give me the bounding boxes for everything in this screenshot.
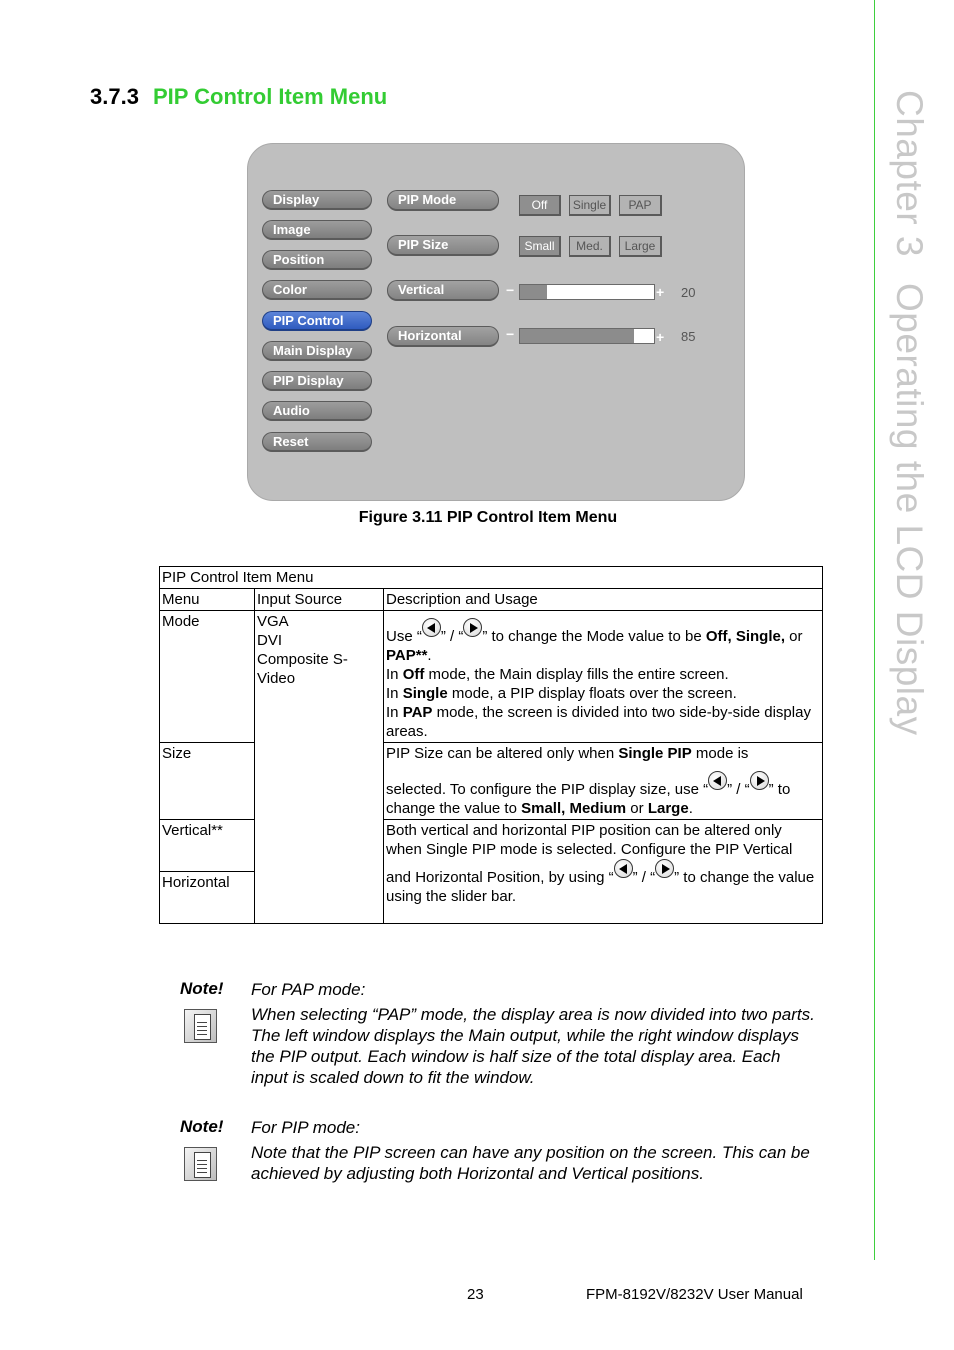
right-arrow-button-icon	[750, 771, 769, 790]
left-arrow-button-icon	[614, 859, 633, 878]
cell-input-sources	[255, 611, 384, 924]
cell-desc-position: Both vertical and horizontal PIP position can be altered only when Single PIP mode is selected. Configure the PIP Vertical and Horizontal Position, by using “ ” / “ ” to change the value using the slider bar.	[384, 820, 823, 924]
pip-size-option-large[interactable]: Large	[619, 236, 662, 257]
chapter-topic: Operating the LCD Display	[889, 283, 930, 736]
left-arrow-button-icon	[708, 771, 727, 790]
figure-caption: Figure 3.11 PIP Control Item Menu	[358, 509, 618, 526]
vertical-minus-icon[interactable]: −	[506, 282, 515, 298]
size-line-2: selected. To configure the PIP display size, use “ ” / “ ” to change the value to Small, Medium or Large.	[386, 771, 820, 818]
osd-param-vertical[interactable]: Vertical	[387, 280, 499, 301]
note-2-label: Note!	[180, 1117, 224, 1136]
table-title-row	[160, 567, 823, 589]
mode-single-line: In Single mode, a PIP display floats over the screen.	[386, 685, 737, 702]
left-arrow-button-icon	[422, 618, 441, 637]
cell-menu-size: Size	[160, 743, 255, 820]
note-1-body: When selecting “PAP” mode, the display area is now divided into two parts. The left window displays the Main output, while the right window displays the PIP output. Each window is half size of the total display area. Each input is scaled down to fit the window.	[251, 1005, 815, 1087]
header-input-source: Input Source	[255, 589, 384, 611]
osd-menu-item-main-display[interactable]: Main Display	[262, 341, 372, 361]
input-source-vga: VGA	[257, 613, 289, 630]
cell-menu-vertical: Vertical**	[160, 820, 255, 872]
osd-menu-item-image[interactable]: Image	[262, 220, 372, 240]
vertical-plus-icon[interactable]: +	[656, 284, 665, 300]
table-row-mode	[160, 611, 823, 743]
manual-title: FPM-8192V/8232V User Manual	[586, 1286, 803, 1303]
table-header-row	[160, 589, 823, 611]
note-2-body: Note that the PIP screen can have any position on the screen. This can be achieved by adjusting both Horizontal and Vertical positions.	[251, 1143, 810, 1183]
chapter-side-title	[888, 90, 930, 736]
section-title: PIP Control Item Menu	[152, 84, 388, 109]
right-arrow-button-icon	[463, 618, 482, 637]
chapter-label: Chapter 3	[889, 90, 930, 257]
section-heading	[90, 84, 387, 110]
osd-menu-item-pip-control[interactable]: PIP Control	[262, 311, 372, 331]
note-1-heading: For PAP mode:	[251, 980, 366, 999]
header-menu: Menu	[160, 589, 255, 611]
pip-mode-option-pap[interactable]: PAP	[619, 195, 662, 216]
pip-control-table	[159, 566, 823, 924]
osd-param-pip-mode[interactable]: PIP Mode	[387, 190, 499, 211]
mode-off-line: In Off mode, the Main display fills the entire screen.	[386, 666, 729, 683]
mode-use-line: Use “ ” / “ ” to change the Mode value to be Off, Single, or PAP**.	[386, 618, 820, 665]
pip-mode-option-off[interactable]: Off	[519, 195, 561, 216]
pip-size-option-small[interactable]: Small	[519, 236, 561, 257]
cell-desc-mode	[384, 611, 823, 743]
osd-menu-item-pip-display[interactable]: PIP Display	[262, 371, 372, 391]
vertical-slider[interactable]	[519, 284, 655, 300]
osd-menu-item-display[interactable]: Display	[262, 190, 372, 210]
vertical-slider-fill	[520, 285, 547, 299]
osd-menu-item-position[interactable]: Position	[262, 250, 372, 270]
osd-menu-item-color[interactable]: Color	[262, 280, 372, 300]
horizontal-minus-icon[interactable]: −	[506, 326, 515, 342]
cell-menu-horizontal: Horizontal	[160, 872, 255, 924]
osd-menu-figure	[247, 143, 745, 501]
section-number: 3.7.3	[90, 84, 139, 109]
note-document-icon	[184, 1147, 217, 1181]
pip-size-option-med[interactable]: Med.	[569, 236, 611, 257]
osd-param-horizontal[interactable]: Horizontal	[387, 326, 499, 347]
note-document-icon	[184, 1009, 217, 1043]
input-source-dvi: DVI	[257, 632, 283, 649]
cell-menu-mode: Mode	[160, 611, 255, 743]
input-source-composite: Composite S-Video	[257, 651, 348, 687]
note-1-label: Note!	[180, 979, 224, 998]
mode-pap-line: In PAP mode, the screen is divided into two side-by-side display areas.	[386, 704, 811, 740]
osd-menu-item-audio[interactable]: Audio	[262, 401, 372, 421]
header-description: Description and Usage	[384, 589, 823, 611]
note-2-heading: For PIP mode:	[251, 1118, 360, 1137]
horizontal-slider-fill	[520, 329, 634, 343]
page-number: 23	[467, 1286, 484, 1303]
pip-mode-option-single[interactable]: Single	[569, 195, 611, 216]
horizontal-slider[interactable]	[519, 328, 655, 344]
horizontal-value: 85	[681, 329, 696, 344]
side-rule	[874, 0, 875, 1260]
size-line-1: PIP Size can be altered only when Single PIP mode is	[386, 745, 749, 762]
horizontal-plus-icon[interactable]: +	[656, 329, 665, 345]
osd-param-pip-size[interactable]: PIP Size	[387, 235, 499, 256]
table-title: PIP Control Item Menu	[160, 567, 823, 589]
right-arrow-button-icon	[655, 859, 674, 878]
cell-desc-size	[384, 743, 823, 820]
vertical-value: 20	[681, 285, 696, 300]
osd-menu-item-reset[interactable]: Reset	[262, 432, 372, 452]
